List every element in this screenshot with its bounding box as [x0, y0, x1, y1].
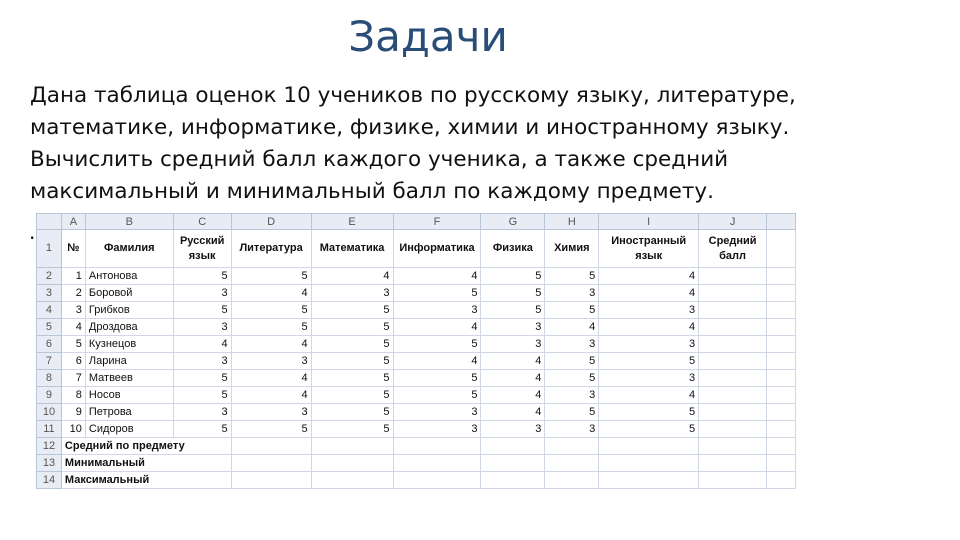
student-name-cell[interactable]: Сидоров: [85, 421, 173, 438]
student-number-cell[interactable]: 4: [61, 319, 85, 336]
grade-cell[interactable]: 5: [311, 319, 393, 336]
summary-value-cell[interactable]: [599, 438, 699, 455]
grade-cell[interactable]: 5: [545, 302, 599, 319]
average-cell[interactable]: [699, 370, 767, 387]
summary-value-cell[interactable]: [599, 455, 699, 472]
summary-value-cell[interactable]: [481, 472, 545, 489]
student-number-cell[interactable]: 7: [61, 370, 85, 387]
grade-cell[interactable]: 3: [393, 302, 481, 319]
row-number[interactable]: 3: [37, 285, 62, 302]
summary-value-cell[interactable]: [311, 438, 393, 455]
grade-cell[interactable]: 3: [545, 285, 599, 302]
grade-cell[interactable]: 3: [481, 421, 545, 438]
column-header-j[interactable]: J: [699, 214, 767, 230]
grade-cell[interactable]: 4: [599, 387, 699, 404]
summary-label-cell[interactable]: Средний по предмету: [61, 438, 231, 455]
grade-cell[interactable]: 5: [393, 285, 481, 302]
grade-cell[interactable]: 3: [173, 285, 231, 302]
grade-cell[interactable]: 4: [481, 387, 545, 404]
summary-value-cell[interactable]: [545, 455, 599, 472]
row-number[interactable]: 4: [37, 302, 62, 319]
column-header-a[interactable]: A: [61, 214, 85, 230]
student-number-cell[interactable]: 6: [61, 353, 85, 370]
student-number-cell[interactable]: 1: [61, 268, 85, 285]
table-header-row: [37, 230, 796, 268]
grade-cell[interactable]: 3: [545, 336, 599, 353]
header-cell[interactable]: Фамилия: [85, 230, 173, 268]
table-row: [37, 421, 796, 438]
summary-row: [37, 455, 796, 472]
empty-cell[interactable]: [767, 285, 796, 302]
student-name-cell[interactable]: Петрова: [85, 404, 173, 421]
column-header-row: [37, 214, 796, 230]
table-row: [37, 370, 796, 387]
grade-cell[interactable]: 5: [231, 421, 311, 438]
grade-cell[interactable]: 4: [545, 319, 599, 336]
summary-row: [37, 472, 796, 489]
header-cell[interactable]: Физика: [481, 230, 545, 268]
grade-cell[interactable]: 5: [481, 268, 545, 285]
bullet-dot: .: [29, 220, 36, 244]
grade-cell[interactable]: 3: [173, 319, 231, 336]
grade-cell[interactable]: 3: [393, 404, 481, 421]
summary-value-cell[interactable]: [699, 455, 767, 472]
summary-value-cell[interactable]: [767, 455, 796, 472]
summary-value-cell[interactable]: [231, 472, 311, 489]
summary-value-cell[interactable]: [699, 472, 767, 489]
column-header-f[interactable]: F: [393, 214, 481, 230]
summary-label-cell[interactable]: Минимальный: [61, 455, 231, 472]
summary-value-cell[interactable]: [231, 438, 311, 455]
empty-cell[interactable]: [767, 353, 796, 370]
table-row: [37, 387, 796, 404]
grade-cell[interactable]: 5: [231, 268, 311, 285]
empty-cell[interactable]: [767, 421, 796, 438]
row-number[interactable]: 10: [37, 404, 62, 421]
grade-cell[interactable]: 4: [311, 268, 393, 285]
summary-value-cell[interactable]: [393, 438, 481, 455]
spreadsheet-screenshot: [36, 213, 796, 540]
average-cell[interactable]: [699, 285, 767, 302]
header-cell[interactable]: Иностранный язык: [599, 230, 699, 268]
student-name-cell[interactable]: Матвеев: [85, 370, 173, 387]
student-name-cell[interactable]: Антонова: [85, 268, 173, 285]
header-cell[interactable]: Математика: [311, 230, 393, 268]
row-number[interactable]: 8: [37, 370, 62, 387]
table-row: [37, 319, 796, 336]
student-name-cell[interactable]: Боровой: [85, 285, 173, 302]
table-row: [37, 302, 796, 319]
average-cell[interactable]: [699, 421, 767, 438]
row-number[interactable]: 2: [37, 268, 62, 285]
summary-value-cell[interactable]: [545, 438, 599, 455]
grade-cell[interactable]: 5: [393, 336, 481, 353]
select-all-corner[interactable]: [37, 214, 62, 230]
summary-value-cell[interactable]: [599, 472, 699, 489]
header-cell[interactable]: Литература: [231, 230, 311, 268]
grade-cell[interactable]: 5: [481, 302, 545, 319]
grade-cell[interactable]: 5: [311, 370, 393, 387]
row-number[interactable]: 5: [37, 319, 62, 336]
table-row: [37, 285, 796, 302]
slide-title: Задачи: [348, 12, 508, 61]
grade-cell[interactable]: 3: [231, 353, 311, 370]
table-row: [37, 404, 796, 421]
header-cell[interactable]: Русский язык: [173, 230, 231, 268]
grade-cell[interactable]: 5: [311, 336, 393, 353]
grade-cell[interactable]: 3: [481, 336, 545, 353]
average-cell[interactable]: [699, 404, 767, 421]
row-number[interactable]: 12: [37, 438, 62, 455]
empty-cell[interactable]: [767, 336, 796, 353]
grade-cell[interactable]: 3: [545, 387, 599, 404]
grade-cell[interactable]: 5: [311, 387, 393, 404]
empty-cell[interactable]: [767, 268, 796, 285]
student-number-cell[interactable]: 9: [61, 404, 85, 421]
grade-cell[interactable]: 4: [481, 353, 545, 370]
grade-cell[interactable]: 4: [599, 268, 699, 285]
grade-cell[interactable]: 5: [231, 302, 311, 319]
grade-cell[interactable]: 5: [393, 370, 481, 387]
grades-table: [36, 213, 796, 489]
summary-value-cell[interactable]: [767, 472, 796, 489]
summary-value-cell[interactable]: [231, 455, 311, 472]
grade-cell[interactable]: 5: [599, 404, 699, 421]
header-cell[interactable]: №: [61, 230, 85, 268]
summary-value-cell[interactable]: [699, 438, 767, 455]
task-line: математике, информатике, физике, химии и иностранному языку.: [30, 115, 790, 140]
row-number[interactable]: 14: [37, 472, 62, 489]
grade-cell[interactable]: 4: [231, 387, 311, 404]
grade-cell[interactable]: 5: [393, 387, 481, 404]
grade-cell[interactable]: 4: [231, 370, 311, 387]
student-name-cell[interactable]: Носов: [85, 387, 173, 404]
average-cell[interactable]: [699, 353, 767, 370]
grade-cell[interactable]: 3: [311, 285, 393, 302]
grade-cell[interactable]: 5: [173, 370, 231, 387]
student-name-cell[interactable]: Грибков: [85, 302, 173, 319]
grade-cell[interactable]: 4: [599, 285, 699, 302]
grade-cell[interactable]: 3: [231, 404, 311, 421]
empty-cell[interactable]: [767, 319, 796, 336]
grade-cell[interactable]: 3: [545, 421, 599, 438]
average-cell[interactable]: [699, 302, 767, 319]
summary-value-cell[interactable]: [311, 472, 393, 489]
grade-cell[interactable]: 5: [173, 268, 231, 285]
grade-cell[interactable]: 4: [393, 319, 481, 336]
summary-value-cell[interactable]: [767, 438, 796, 455]
grade-cell[interactable]: 4: [481, 370, 545, 387]
summary-value-cell[interactable]: [481, 455, 545, 472]
grade-cell[interactable]: 5: [311, 353, 393, 370]
grade-cell[interactable]: 3: [173, 404, 231, 421]
empty-cell[interactable]: [767, 404, 796, 421]
grade-cell[interactable]: 5: [173, 302, 231, 319]
average-cell[interactable]: [699, 268, 767, 285]
average-cell[interactable]: [699, 319, 767, 336]
empty-cell[interactable]: [767, 370, 796, 387]
column-header-c[interactable]: C: [173, 214, 231, 230]
grade-cell[interactable]: 4: [393, 268, 481, 285]
row-number[interactable]: 6: [37, 336, 62, 353]
grade-cell[interactable]: 3: [481, 319, 545, 336]
summary-row: [37, 438, 796, 455]
row-number[interactable]: 1: [37, 230, 62, 268]
grade-cell[interactable]: 5: [311, 404, 393, 421]
grade-cell[interactable]: 5: [173, 421, 231, 438]
column-header-g[interactable]: G: [481, 214, 545, 230]
grade-cell[interactable]: 3: [173, 353, 231, 370]
summary-value-cell[interactable]: [545, 472, 599, 489]
row-number[interactable]: 11: [37, 421, 62, 438]
grade-cell[interactable]: 5: [599, 353, 699, 370]
task-description: [30, 80, 930, 208]
grade-cell[interactable]: 3: [599, 336, 699, 353]
summary-value-cell[interactable]: [311, 455, 393, 472]
student-number-cell[interactable]: 2: [61, 285, 85, 302]
empty-cell[interactable]: [767, 387, 796, 404]
grade-cell[interactable]: 4: [231, 285, 311, 302]
column-header-e[interactable]: E: [311, 214, 393, 230]
column-header-b[interactable]: B: [85, 214, 173, 230]
student-number-cell[interactable]: 3: [61, 302, 85, 319]
column-header-d[interactable]: D: [231, 214, 311, 230]
summary-label-cell[interactable]: Максимальный: [61, 472, 231, 489]
task-line: Вычислить средний балл каждого ученика, а также средний: [30, 147, 729, 172]
empty-cell[interactable]: [767, 302, 796, 319]
summary-value-cell[interactable]: [393, 455, 481, 472]
grade-cell[interactable]: 5: [545, 353, 599, 370]
grade-cell[interactable]: 5: [481, 285, 545, 302]
grade-cell[interactable]: 3: [393, 421, 481, 438]
grade-cell[interactable]: 4: [393, 353, 481, 370]
header-cell[interactable]: Информатика: [393, 230, 481, 268]
student-name-cell[interactable]: Дроздова: [85, 319, 173, 336]
summary-value-cell[interactable]: [393, 472, 481, 489]
grade-cell[interactable]: 4: [481, 404, 545, 421]
table-row: [37, 353, 796, 370]
grade-cell[interactable]: 4: [231, 336, 311, 353]
average-cell[interactable]: [699, 387, 767, 404]
student-number-cell[interactable]: 10: [61, 421, 85, 438]
table-row: [37, 268, 796, 285]
grade-cell[interactable]: 5: [173, 387, 231, 404]
column-header-i[interactable]: I: [599, 214, 699, 230]
column-header-empty[interactable]: [767, 214, 796, 230]
row-number[interactable]: 13: [37, 455, 62, 472]
header-cell[interactable]: Химия: [545, 230, 599, 268]
grade-cell[interactable]: 3: [599, 302, 699, 319]
average-cell[interactable]: [699, 336, 767, 353]
column-header-h[interactable]: H: [545, 214, 599, 230]
grade-cell[interactable]: 5: [599, 421, 699, 438]
grade-cell[interactable]: 5: [545, 404, 599, 421]
table-row: [37, 336, 796, 353]
summary-value-cell[interactable]: [481, 438, 545, 455]
grade-cell[interactable]: 5: [311, 421, 393, 438]
grade-cell[interactable]: 5: [545, 370, 599, 387]
student-number-cell[interactable]: 5: [61, 336, 85, 353]
header-cell[interactable]: Средний балл: [699, 230, 767, 268]
grade-cell[interactable]: 5: [231, 319, 311, 336]
grade-cell[interactable]: 5: [545, 268, 599, 285]
grade-cell[interactable]: 3: [599, 370, 699, 387]
task-line: максимальный и минимальный балл по каждому предмету.: [30, 179, 714, 204]
task-line: Дана таблица оценок 10 учеников по русскому языку, литературе,: [30, 83, 796, 108]
student-name-cell[interactable]: Ларина: [85, 353, 173, 370]
grade-cell[interactable]: 4: [173, 336, 231, 353]
grade-cell[interactable]: 4: [599, 319, 699, 336]
empty-cell[interactable]: [767, 230, 796, 268]
row-number[interactable]: 9: [37, 387, 62, 404]
student-number-cell[interactable]: 8: [61, 387, 85, 404]
row-number[interactable]: 7: [37, 353, 62, 370]
student-name-cell[interactable]: Кузнецов: [85, 336, 173, 353]
grade-cell[interactable]: 5: [311, 302, 393, 319]
